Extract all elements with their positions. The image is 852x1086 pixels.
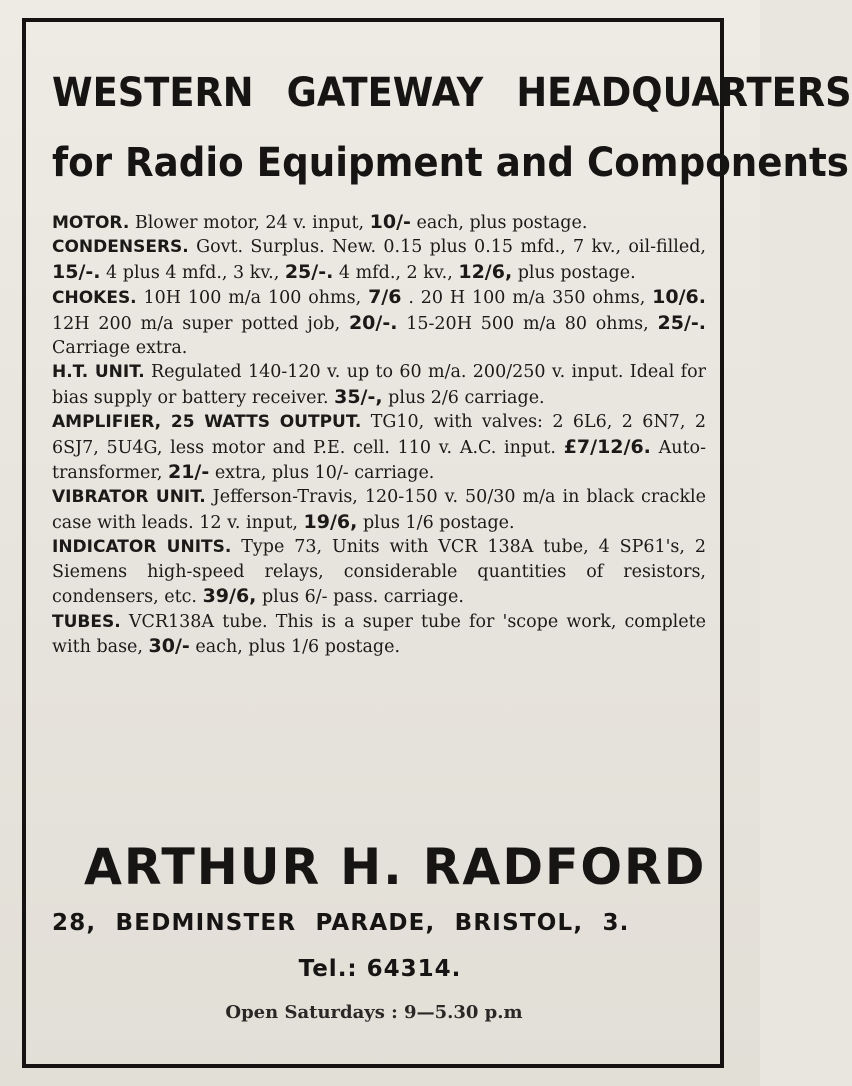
- opening-hours: Open Saturdays : 9—5.30 p.m: [225, 1002, 523, 1023]
- item-chokes: CHOKES. 10H 100 m/a 100 ohms, 7/6 . 20 H 100 m/a 350 ohms, 10/6. 12H 200 m/a super potted job, 20/-. 15-20H 500 m/a 80 ohms, 25/-. Carriage extra.: [52, 286, 706, 359]
- seller-address: 28, BEDMINSTER PARADE, BRISTOL, 3.: [52, 910, 630, 936]
- item-list: [52, 210, 706, 659]
- headline-subtitle: for Radio Equipment and Components: [52, 140, 849, 186]
- item-ht-unit: H.T. UNIT. Regulated 140-120 v. up to 60 m/a. 200/250 v. input. Ideal for bias supply or battery receiver. 35/-, plus 2/6 carriage.: [52, 362, 707, 408]
- item-vibrator-unit: VIBRATOR UNIT. Jefferson-Travis, 120-150 v. 50/30 m/a in black crackle case with leads. 12 v. input, 19/6, plus 1/6 postage.: [52, 487, 706, 533]
- item-amplifier: AMPLIFIER, 25 WATTS OUTPUT. TG10, with valves: 2 6L6, 2 6N7, 2 6SJ7, 5U4G, less motor and P.E. cell. 110 v. A.C. input. £7/12/6. Auto-transformer, 21/- extra, plus 10/- carriage.: [52, 412, 707, 484]
- item-tubes: TUBES. VCR138A tube. This is a super tube for 'scope work, complete with base, 30/- each, plus 1/6 postage.: [52, 611, 706, 657]
- item-condensers: CONDENSERS. Govt. Surplus. New. 0.15 plus 0.15 mfd., 7 kv., oil-filled, 15/-. 4 plus 4 mfd., 3 kv., 25/-. 4 mfd., 2 kv., 12/6, plus postage.: [52, 237, 706, 283]
- seller-name: ARTHUR H. RADFORD: [84, 838, 707, 896]
- item-indicator-units: INDICATOR UNITS. Type 73, Units with VCR 138A tube, 4 SP61's, 2 Siemens high-speed relays, considerable quantities of resistors, condensers, etc. 39/6, plus 6/- pass. carriage.: [52, 537, 706, 608]
- headline-title: WESTERN GATEWAY HEADQUARTERS: [52, 70, 852, 116]
- item-motor: MOTOR. Blower motor, 24 v. input, 10/- each, plus postage.: [52, 211, 588, 233]
- seller-telephone: Tel.: 64314.: [298, 956, 462, 982]
